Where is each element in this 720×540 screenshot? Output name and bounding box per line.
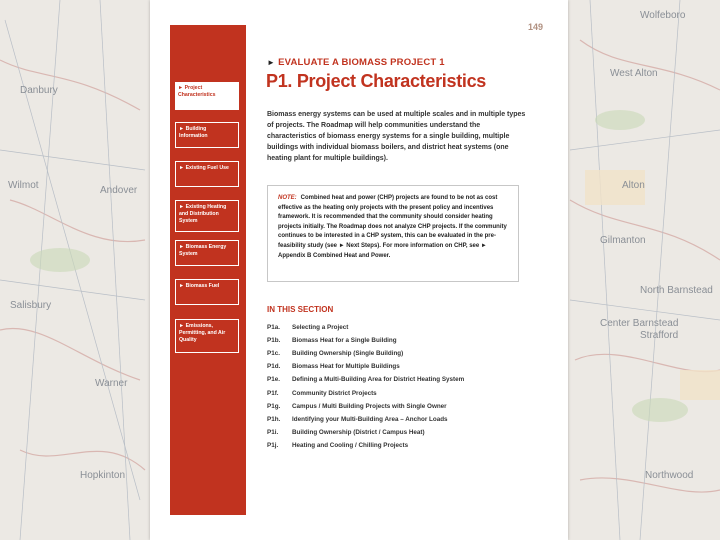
map-label: Wolfeboro	[640, 10, 686, 21]
map-label: Northwood	[645, 470, 694, 481]
toc-title: Defining a Multi-Building Area for District Heating System	[292, 376, 465, 384]
toc-code: P1a.	[267, 324, 280, 332]
toc-title: Building Ownership (District / Campus Heat)	[292, 428, 425, 436]
sidebar-item-label: Biomass Fuel	[185, 283, 220, 289]
map-label: Danbury	[20, 85, 58, 96]
sidebar-item-existing-fuel-use[interactable]	[175, 161, 239, 187]
triangle-right-icon: ►	[179, 283, 185, 289]
triangle-right-icon: ►	[179, 204, 185, 210]
toc-item[interactable]	[267, 321, 527, 334]
toc-item[interactable]	[267, 400, 527, 413]
map-label: Salisbury	[10, 300, 52, 311]
section-heading: IN THIS SECTION	[267, 305, 334, 314]
triangle-right-icon: ►	[178, 85, 184, 91]
map-label: Center Barnstead	[600, 318, 679, 329]
sidebar-item-label: Existing Fuel Use	[185, 165, 229, 171]
toc-list	[267, 321, 527, 452]
toc-code: P1i.	[267, 428, 279, 436]
toc-item[interactable]	[267, 439, 527, 452]
sidebar-item-label: Project Characteristics	[178, 85, 216, 99]
map-label: Hopkinton	[80, 470, 126, 481]
toc-item[interactable]	[267, 334, 527, 347]
toc-title: Building Ownership (Single Building)	[292, 350, 404, 358]
note-label: NOTE:	[278, 195, 297, 201]
triangle-right-icon: ►	[179, 126, 185, 132]
kicker-text: EVALUATE A BIOMASS PROJECT 1	[278, 57, 445, 68]
toc-code: P1f.	[267, 389, 279, 397]
sidebar-item-emissions[interactable]	[175, 319, 239, 353]
toc-code: P1e.	[267, 376, 280, 384]
map-label: Strafford	[640, 330, 679, 341]
map-label: North Barnstead	[640, 285, 713, 296]
sidebar-item-biomass-fuel[interactable]	[175, 279, 239, 305]
sidebar-item-biomass-energy-system[interactable]	[175, 240, 239, 266]
note-text: Combined heat and power (CHP) projects are found to be not as cost effective as the heating only projects with the present policy and incentives framework. It is recommended that the community should consider heating projects initially. The Roadmap does not analyze CHP projects. If the community continues to be interested in a CHP system, this can be evaluated in the pre-feasibility study (see ► Next Steps). For more information on CHP, see ► Appendix B Combined Heat and Power.	[278, 195, 507, 259]
toc-title: Heating and Cooling / Chilling Projects	[292, 441, 409, 449]
sidebar-item-project-characteristics[interactable]	[175, 82, 239, 110]
triangle-right-icon: ►	[179, 244, 185, 250]
toc-item[interactable]	[267, 426, 527, 439]
toc-title: Identifying your Multi-Building Area – Anchor Loads	[292, 415, 448, 423]
sidebar-item-label: Emissions, Permitting, and Air Quality	[179, 323, 226, 344]
section-kicker	[267, 57, 445, 68]
section-sidebar	[170, 25, 246, 515]
triangle-right-icon: ►	[267, 58, 276, 67]
toc-title: Community District Projects	[292, 389, 377, 397]
map-label: West Alton	[610, 68, 658, 79]
toc-title: Campus / Multi Building Projects with Single Owner	[292, 402, 447, 410]
sidebar-item-label: Existing Heating and Distribution System	[179, 204, 227, 225]
sidebar-item-label: Building Information	[179, 126, 208, 140]
map-label: Andover	[100, 185, 138, 196]
toc-item[interactable]	[267, 360, 527, 373]
toc-item[interactable]	[267, 347, 527, 360]
triangle-right-icon: ►	[179, 165, 185, 171]
toc-code: P1b.	[267, 337, 281, 345]
toc-item[interactable]	[267, 373, 527, 386]
sidebar-item-existing-heating[interactable]	[175, 200, 239, 232]
map-label: Gilmanton	[600, 235, 646, 246]
sidebar-item-building-information[interactable]	[175, 122, 239, 148]
map-label: Warner	[95, 378, 128, 389]
document-page	[150, 0, 568, 540]
map-label: Alton	[622, 180, 645, 191]
map-label: Wilmot	[8, 180, 39, 191]
intro-paragraph: Biomass energy systems can be used at multiple scales and in multiple types of projects. The Roadmap will help communities understand the characteristics of biomass energy systems for a single building, multiple buildings with individual biomass boilers, and district heat systems (one heating plant for multiple buildings).	[267, 111, 526, 162]
toc-title: Biomass Heat for Multiple Buildings	[292, 363, 400, 371]
page-number: 149	[528, 22, 544, 32]
toc-code: P1d.	[267, 363, 281, 371]
note-box	[267, 185, 519, 282]
toc-title: Selecting a Project	[292, 324, 349, 332]
triangle-right-icon: ►	[179, 323, 185, 329]
toc-item[interactable]	[267, 386, 527, 399]
page-title: P1. Project Characteristics	[266, 71, 487, 91]
toc-item[interactable]	[267, 413, 527, 426]
sidebar-item-label: Biomass Energy System	[179, 244, 227, 258]
toc-code: P1h.	[267, 415, 281, 423]
toc-code: P1c.	[267, 350, 280, 358]
toc-code: P1j.	[267, 441, 279, 449]
toc-code: P1g.	[267, 402, 281, 410]
toc-title: Biomass Heat for a Single Building	[292, 337, 397, 345]
